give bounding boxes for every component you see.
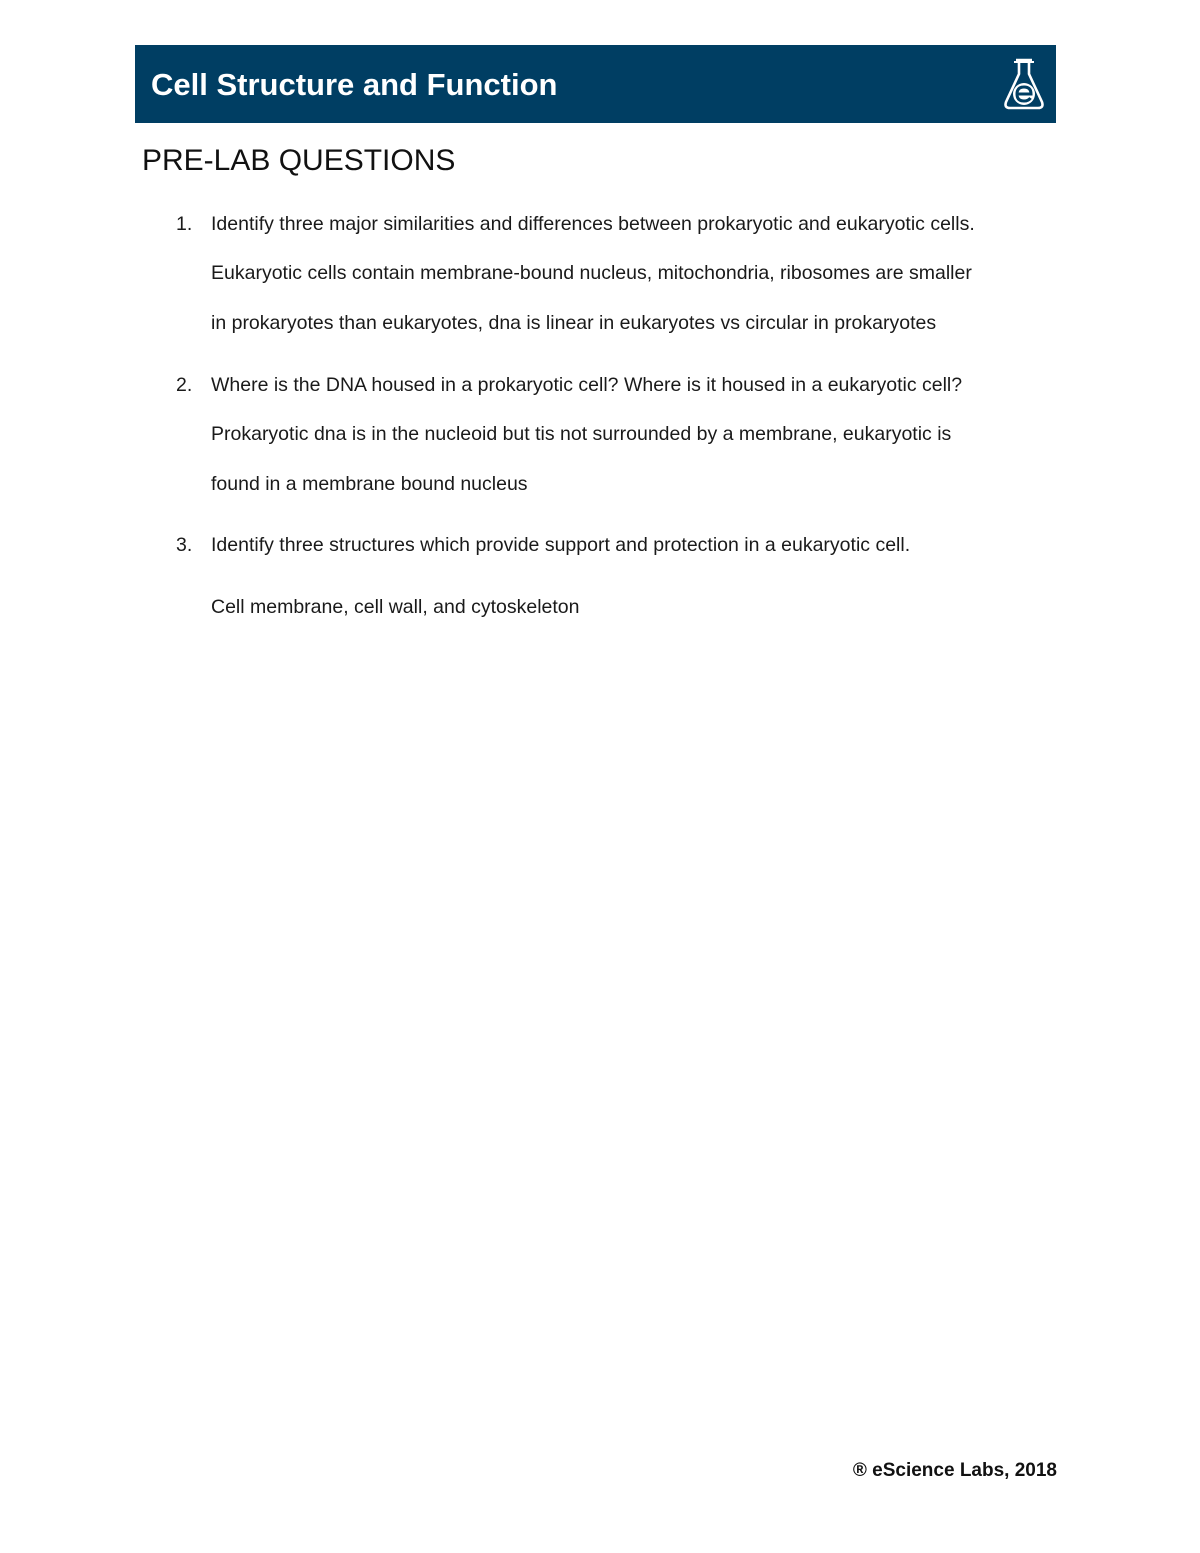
answer-1-line-2: in prokaryotes than eukaryotes, dna is linear in eukaryotes vs circular in prokaryotes xyxy=(211,312,937,334)
flask-e-logo-icon xyxy=(1000,54,1048,114)
question-1-number: 1. xyxy=(176,213,193,235)
answer-1-line-1: Eukaryotic cells contain membrane-bound nucleus, mitochondria, ribosomes are smaller xyxy=(211,262,972,284)
question-2-number: 2. xyxy=(176,374,193,396)
answer-3-line-1: Cell membrane, cell wall, and cytoskeleton xyxy=(211,596,580,618)
question-1-text: Identify three major similarities and differences between prokaryotic and eukaryotic cells. xyxy=(211,213,975,235)
header-bar xyxy=(135,45,1056,123)
section-heading: PRE-LAB QUESTIONS xyxy=(142,144,456,177)
footer-copyright: ® eScience Labs, 2018 xyxy=(852,1460,1057,1481)
question-3-number: 3. xyxy=(176,534,193,556)
question-3-text: Identify three structures which provide support and protection in a eukaryotic cell. xyxy=(211,534,911,556)
answer-2-line-1: Prokaryotic dna is in the nucleoid but tis not surrounded by a membrane, eukaryotic is xyxy=(211,423,952,445)
question-2-text: Where is the DNA housed in a prokaryotic cell? Where is it housed in a eukaryotic cell? xyxy=(211,374,963,396)
answer-2-line-2: found in a membrane bound nucleus xyxy=(211,473,528,495)
page-title: Cell Structure and Function xyxy=(151,67,558,102)
